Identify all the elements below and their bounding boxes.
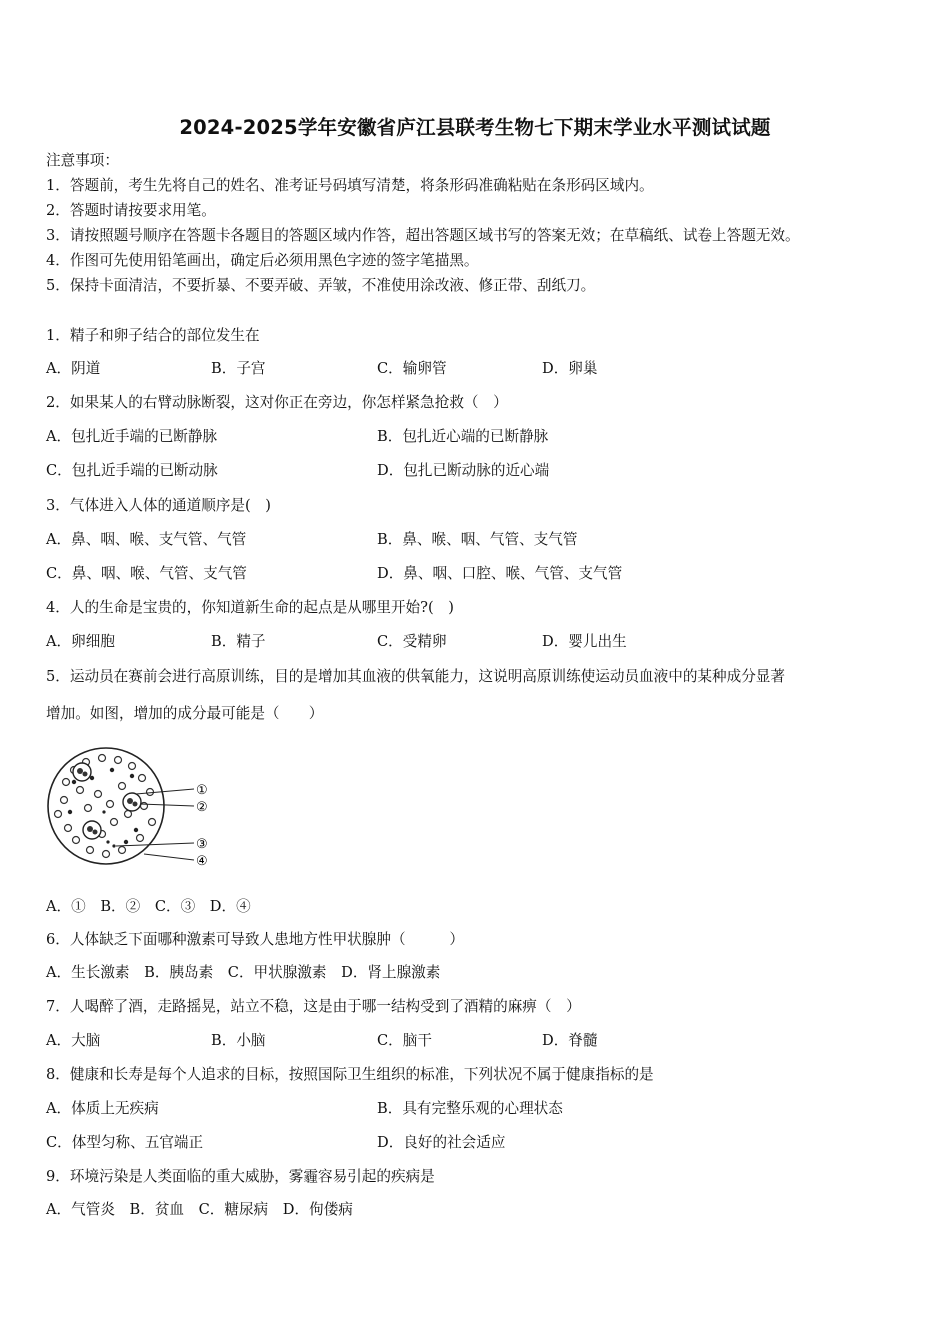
q1-option-c: C．输卵管 [377,360,447,377]
q7-option-c: C．脑干 [377,1032,432,1049]
figure-label-1: ① [196,783,208,798]
q4-option-d: D．婴儿出生 [542,633,627,650]
figure-label-3: ③ [196,837,208,852]
q1-option-a: A．阴道 [46,360,101,377]
q8-option-b: B．具有完整乐观的心理状态 [377,1100,563,1117]
q4-option-b: B．精子 [211,633,266,650]
q3-option-c: C．鼻、咽、喉、气管、支气管 [46,565,247,582]
q3-option-a: A．鼻、咽、喉、支气管、气管 [46,531,247,548]
q3-option-b: B．鼻、喉、咽、气管、支气管 [377,531,578,548]
q8-option-c: C．体型匀称、五官端正 [46,1134,204,1151]
question-9-stem: 9．环境污染是人类面临的重大威胁，雾霾容易引起的疾病是 [46,1168,435,1185]
question-7-stem: 7．人喝醉了酒，走路摇晃，站立不稳，这是由于哪一结构受到了酒精的麻痹（ ） [46,998,581,1015]
q1-option-b: B．子宫 [211,360,266,377]
figure-label-2: ② [196,800,208,815]
q4-option-a: A．卵细胞 [46,633,115,650]
q2-option-c: C．包扎近手端的已断动脉 [46,462,218,479]
notice-item: 1．答题前，考生先将自己的姓名、准考证号码填写清楚，将条形码准确粘贴在条形码区域内。 [46,177,654,194]
notice-item: 5．保持卡面清洁，不要折暴、不要弄破、弄皱，不准使用涂改液、修正带、刮纸刀。 [46,277,596,294]
q5-options: A．① B．② C．③ D．④ [46,898,251,915]
q6-options: A．生长激素 B．胰岛素 C．甲状腺激素 D．肾上腺激素 [46,964,441,981]
q7-option-d: D．脊髓 [542,1032,598,1049]
q9-options: A．气管炎 B．贫血 C．糖尿病 D．佝偻病 [46,1201,353,1218]
q2-option-a: A．包扎近手端的已断静脉 [46,428,218,445]
question-4-stem: 4．人的生命是宝贵的，你知道新生命的起点是从哪里开始?( ) [46,599,454,616]
q4-option-c: C．受精卵 [377,633,447,650]
notice-item: 3．请按照题号顺序在答题卡各题目的答题区域内作答，超出答题区域书写的答案无效；在草稿纸、试卷上答题无效。 [46,227,800,244]
figure-label-4: ④ [196,854,208,869]
question-3-stem: 3．气体进入人体的通道顺序是( ) [46,497,271,514]
q8-option-d: D．良好的社会适应 [377,1134,506,1151]
question-5-stem-cont: 增加。如图，增加的成分最可能是（ ） [46,705,324,722]
q1-option-d: D．卵巢 [542,360,598,377]
question-5-stem: 5．运动员在赛前会进行高原训练，目的是增加其血液的供氧能力，这说明高原训练使运动员血液中的某种成分显著 [46,668,785,685]
notice-heading: 注意事项： [46,152,119,169]
exam-title: 2024-2025学年安徽省庐江县联考生物七下期末学业水平测试试题 [179,116,771,139]
q3-option-d: D．鼻、咽、口腔、喉、气管、支气管 [377,565,623,582]
q7-option-a: A．大脑 [46,1032,101,1049]
question-1-stem: 1．精子和卵子结合的部位发生在 [46,327,260,344]
notice-item: 4．作图可先使用铅笔画出，确定后必须用黑色字迹的签字笔描黑。 [46,252,479,269]
question-6-stem: 6．人体缺乏下面哪种激素可导致人患地方性甲状腺肿（ ） [46,931,464,948]
q7-option-b: B．小脑 [211,1032,266,1049]
blood-smear-figure [44,742,216,870]
question-8-stem: 8．健康和长寿是每个人追求的目标，按照国际卫生组织的标准，下列状况不属于健康指标的是 [46,1066,654,1083]
q2-option-b: B．包扎近心端的已断静脉 [377,428,549,445]
question-2-stem: 2．如果某人的右臂动脉断裂，这对你正在旁边，你怎样紧急抢救（ ） [46,394,508,411]
notice-item: 2．答题时请按要求用笔。 [46,202,216,219]
q2-option-d: D．包扎已断动脉的近心端 [377,462,550,479]
q8-option-a: A．体质上无疾病 [46,1100,159,1117]
